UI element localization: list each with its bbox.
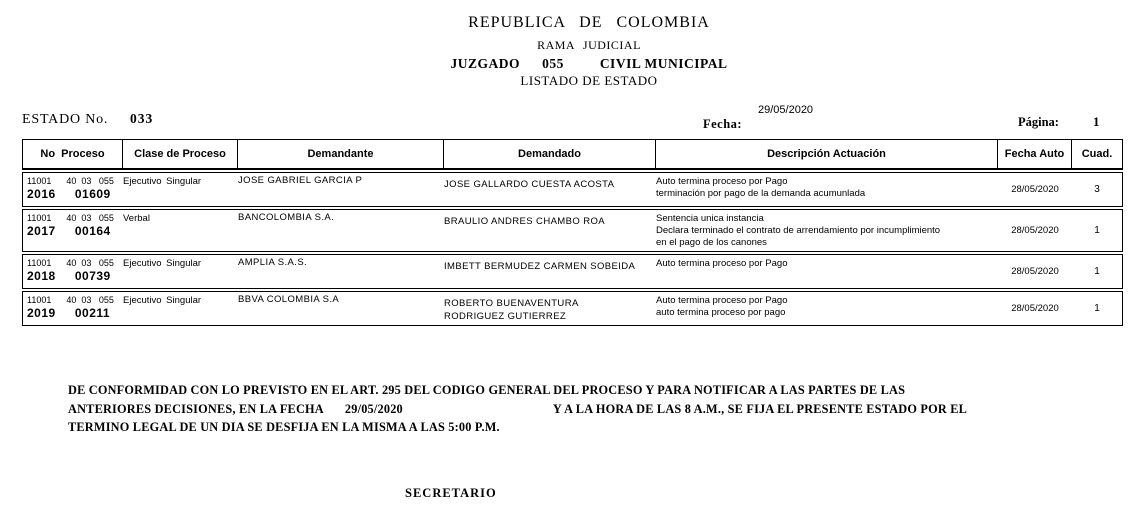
descripcion-line: Sentencia unica instancia: [656, 213, 764, 224]
estado-number-label: ESTADO No.: [22, 112, 109, 127]
descripcion-line: Auto termina proceso por Pago: [656, 295, 788, 306]
demandado-line: IMBETT BERMUDEZ CARMEN SOBEIDA: [444, 261, 636, 272]
table-row: [22, 172, 1123, 207]
table-row: [22, 291, 1123, 326]
col-header-descripcion: Descripción Actuación: [656, 140, 998, 168]
table-row: [22, 209, 1123, 252]
legal-notice-line2-suffix: Y A LA HORA DE LAS 8 A.M., SE FIJA EL PRESENTE ESTADO POR EL: [552, 401, 968, 416]
pagina-value: 1: [1093, 114, 1100, 129]
cell-cuad: 1: [1094, 266, 1100, 277]
table-header-row: [22, 139, 1123, 170]
radicado: 11001 40 03 055: [27, 176, 114, 186]
secretario-signature-label: SECRETARIO: [405, 486, 497, 500]
cell-demandante: BANCOLOMBIA S.A.: [238, 212, 335, 223]
legal-notice-line2-prefix: ANTERIORES DECISIONES, EN LA FECHA: [68, 401, 324, 416]
court-type: CIVIL MUNICIPAL: [599, 56, 728, 71]
cell-descripcion: [656, 173, 998, 206]
cell-clase: Verbal: [123, 213, 150, 224]
cell-no-proceso: [23, 292, 123, 325]
cell-demandado: [444, 173, 656, 206]
expediente: 2017 00164: [27, 224, 111, 238]
cell-demandado: [444, 210, 656, 251]
expediente: 2016 01609: [27, 187, 111, 201]
cell-no-proceso: [23, 210, 123, 251]
cell-fecha-auto: 28/05/2020: [1011, 225, 1059, 236]
expediente: 2019 00211: [27, 306, 111, 320]
cell-demandado: [444, 255, 656, 288]
legal-notice-line1: DE CONFORMIDAD CON LO PREVISTO EN EL ART. 295 DEL CODIGO GENERAL DEL PROCESO Y PARA NOTIFICAR A LAS PARTES DE LAS: [68, 383, 906, 397]
legal-notice-line3: TERMINO LEGAL DE UN DIA SE DESFIJA EN LA MISMA A LAS 5:00 P.M.: [68, 420, 500, 435]
cell-fecha-auto: 28/05/2020: [1011, 184, 1059, 195]
branch-title: RAMA JUDICIAL: [537, 38, 641, 52]
cell-no-proceso: [23, 255, 123, 288]
descripcion-line: en el pago de los canones: [656, 237, 767, 248]
radicado: 11001 40 03 055: [27, 295, 114, 305]
cell-cuad: 3: [1094, 184, 1100, 195]
radicado: 11001 40 03 055: [27, 213, 114, 223]
fecha-label: Fecha:: [703, 117, 743, 131]
cell-descripcion: [656, 292, 998, 325]
cell-descripcion: [656, 210, 998, 251]
fecha-value: 29/05/2020: [758, 104, 814, 116]
cell-demandante: JOSE GABRIEL GARCIA P: [238, 175, 363, 186]
legal-notice-date: 29/05/2020: [344, 401, 403, 416]
descripcion-line: terminación por pago de la demanda acumunlada: [656, 188, 866, 199]
table-row: [22, 254, 1123, 289]
col-header-clase: Clase de Proceso: [123, 140, 238, 168]
demandado-line: BRAULIO ANDRES CHAMBO ROA: [444, 216, 605, 227]
cell-fecha-auto: 28/05/2020: [1011, 266, 1059, 277]
col-header-demandado: Demandado: [444, 140, 656, 168]
country-title: REPUBLICA DE COLOMBIA: [468, 14, 710, 31]
expediente: 2018 00739: [27, 269, 111, 283]
document-subtitle: LISTADO DE ESTADO: [520, 73, 658, 88]
demandado-line: RODRIGUEZ GUTIERREZ: [444, 311, 567, 322]
demandado-line: ROBERTO BUENAVENTURA: [444, 298, 579, 309]
document-header: [45, 14, 1133, 89]
court-label: JUZGADO: [450, 56, 521, 71]
cell-demandado: [444, 292, 656, 325]
cell-no-proceso: [23, 173, 123, 206]
legal-notice-line2: [68, 400, 1008, 419]
cell-cuad: 1: [1094, 225, 1100, 236]
col-header-demandante: Demandante: [238, 140, 444, 168]
court-title: [45, 56, 1133, 72]
cell-cuad: 1: [1094, 303, 1100, 314]
estado-number-value: 033: [130, 111, 154, 126]
descripcion-line: Auto termina proceso por Pago: [656, 176, 788, 187]
cell-clase: Ejecutivo Singular: [123, 176, 202, 187]
demandado-line: JOSE GALLARDO CUESTA ACOSTA: [444, 179, 615, 190]
legal-notice: [68, 381, 1008, 437]
pagina-label: Página:: [1018, 115, 1059, 129]
col-header-cuad: Cuad.: [1081, 148, 1113, 160]
cell-demandante: AMPLIA S.A.S.: [238, 257, 308, 268]
descripcion-line: auto termina proceso por pago: [656, 307, 786, 318]
descripcion-line: Declara terminado el contrato de arrendamiento por incumplimiento: [656, 225, 941, 236]
descripcion-line: Auto termina proceso por Pago: [656, 258, 788, 269]
cell-clase: Ejecutivo Singular: [123, 295, 202, 306]
court-number: 055: [542, 56, 564, 71]
col-header-no-proceso: No Proceso: [23, 140, 123, 168]
estado-table: [22, 139, 1123, 326]
radicado: 11001 40 03 055: [27, 258, 114, 268]
cell-demandante: BBVA COLOMBIA S.A: [238, 294, 340, 305]
cell-fecha-auto: 28/05/2020: [1011, 303, 1059, 314]
col-header-fecha-auto: Fecha Auto: [998, 140, 1072, 168]
cell-descripcion: [656, 255, 998, 288]
cell-clase: Ejecutivo Singular: [123, 258, 202, 269]
